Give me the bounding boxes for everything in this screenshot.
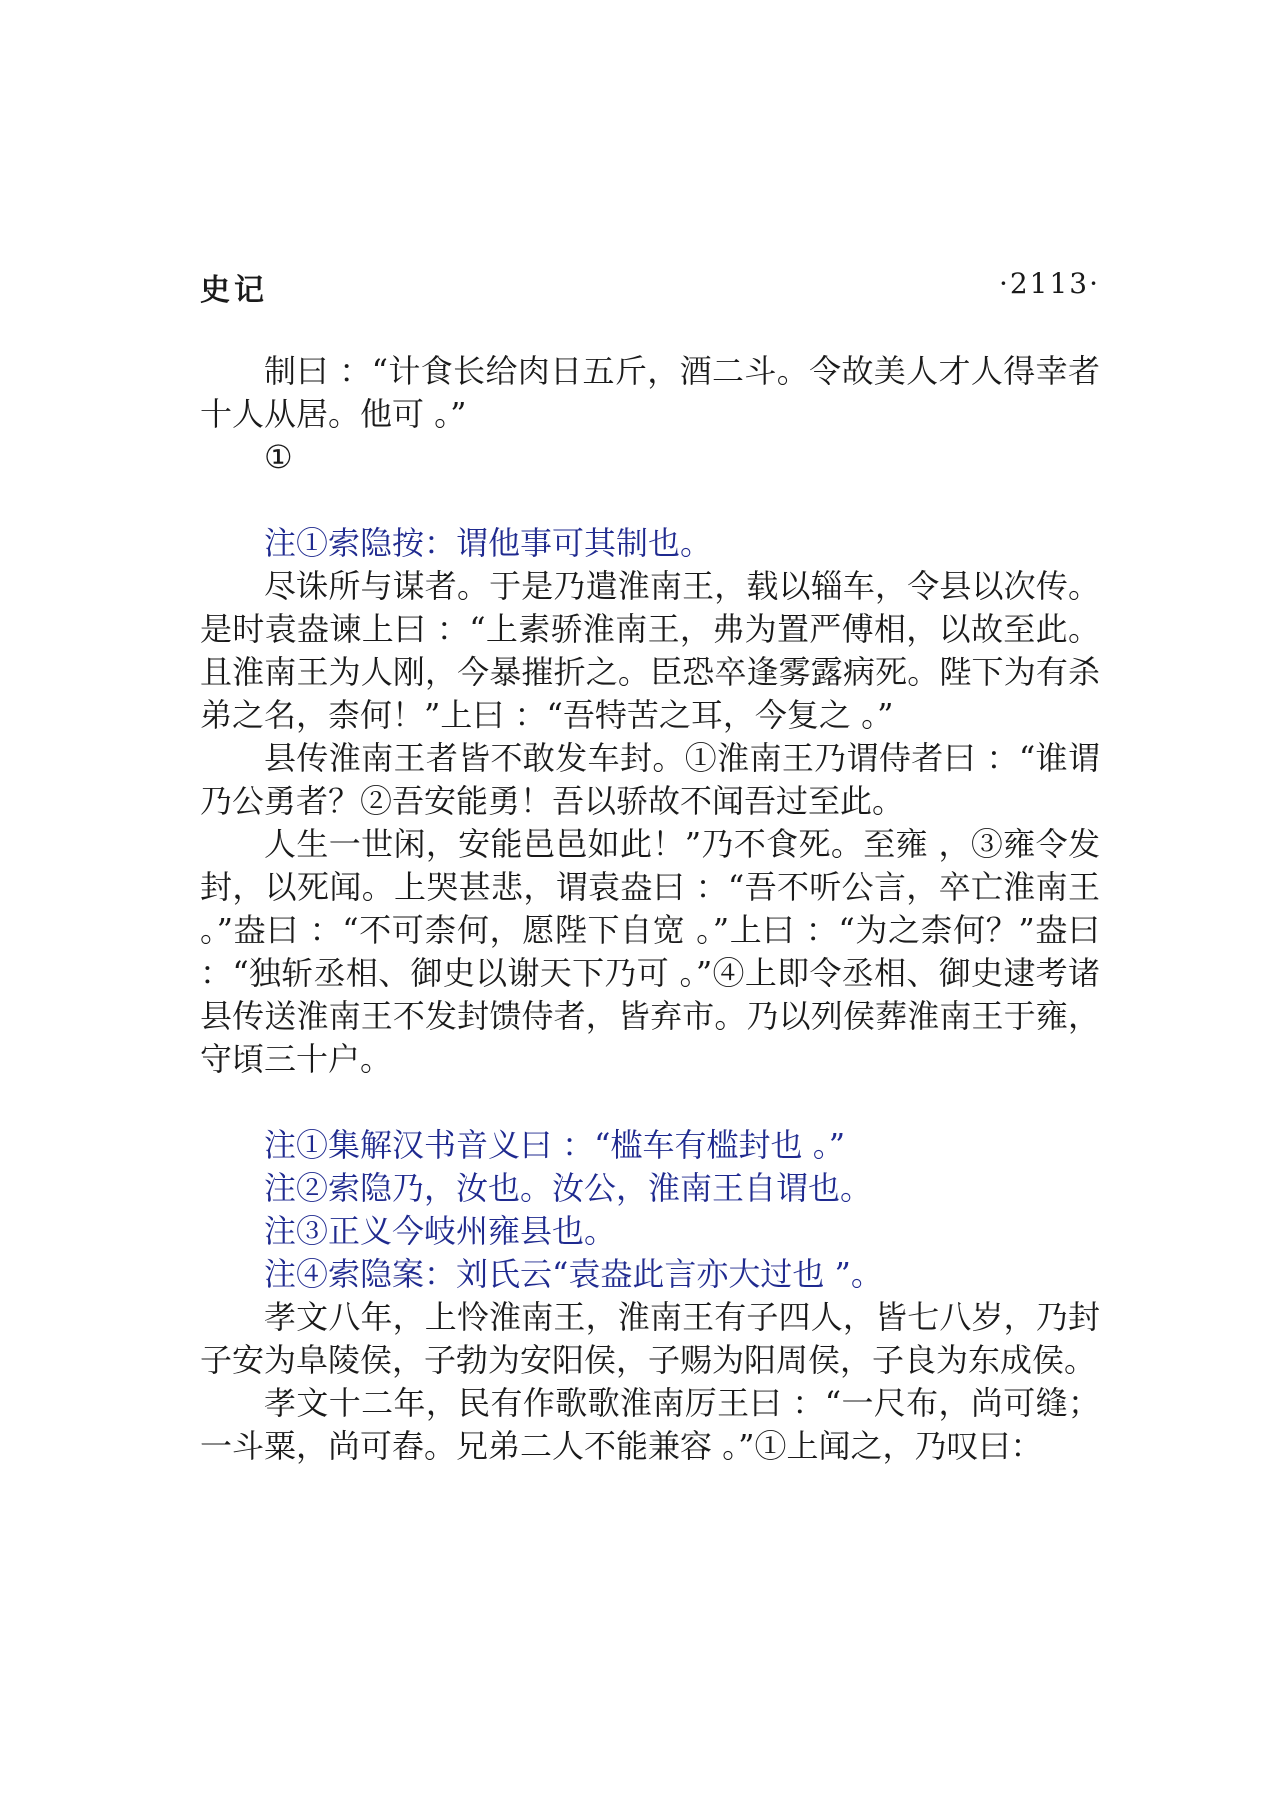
spacer (200, 479, 1100, 522)
paragraph: 孝文八年，上怜淮南王，淮南王有子四人，皆七八岁，乃封子安为阜陵侯，子勃为安阳侯，子赐为阳周侯，子良为东成侯。 (200, 1298, 1100, 1379)
paragraph: 制曰 ：“计食长给肉日五斤，酒二斗。令故美人才人得幸者十人从居。他可 。” (200, 352, 1100, 433)
footnote: 注①集解汉书音义曰 ：“槛车有槛封也 。” (264, 1126, 846, 1164)
paragraph: 尽诛所与谋者。于是乃遣淮南王，载以辎车，令县以次传。是时袁盎谏上曰 ：“上素骄淮南王，弗为置严傅相，以故至此。且淮南王为人刚，今暴摧折之。臣恐卒逢雾露病死。陛下为有杀弟之名，柰何！”上曰 ：“吾特苦之耳，今复之 。” (200, 567, 1100, 734)
footnote: 注③正义今岐州雍县也。 (264, 1212, 617, 1250)
spacer (200, 1081, 1100, 1124)
book-title: 史记 (200, 273, 268, 308)
page (200, 265, 1100, 1468)
paragraph: 人生一世闲，安能邑邑如此！”乃不食死。至雍 ，③雍令发封，以死闻。上哭甚悲，谓袁盎曰 ：“吾不听公言，卒亡淮南王 。”盎曰 ：“不可柰何，愿陛下自宽 。”上曰 ：“为之柰何？”盎曰 ：“独斩丞相、御史以谢天下乃可 。”④上即令丞相、御史逮考诸县传送淮南王不发封馈侍者，皆弃市。乃以列侯葬淮南王于雍，守頃三十户。 (200, 825, 1100, 1078)
footnote: 注②索隐乃，汝也。汝公，淮南王自谓也。 (264, 1169, 873, 1207)
footnote: 注④索隐案：刘氏云“袁盎此言亦大过也 ”。 (264, 1255, 883, 1293)
page-number: ·2113· (998, 267, 1100, 300)
footnote-marker: ① (264, 438, 293, 476)
page-header (200, 265, 1100, 315)
paragraph: 孝文十二年，民有作歌歌淮南厉王曰 ：“一尺布，尚可缝；一斗粟，尚可舂。兄弟二人不能兼容 。”①上闻之，乃叹曰： (200, 1384, 1100, 1465)
paragraph: 县传淮南王者皆不敢发车封。①淮南王乃谓侍者曰 ：“谁谓乃公勇者？②吾安能勇！吾以骄故不闻吾过至此。 (200, 739, 1100, 820)
footnote: 注①索隐按：谓他事可其制也。 (264, 524, 713, 562)
body-text (200, 350, 1100, 1468)
